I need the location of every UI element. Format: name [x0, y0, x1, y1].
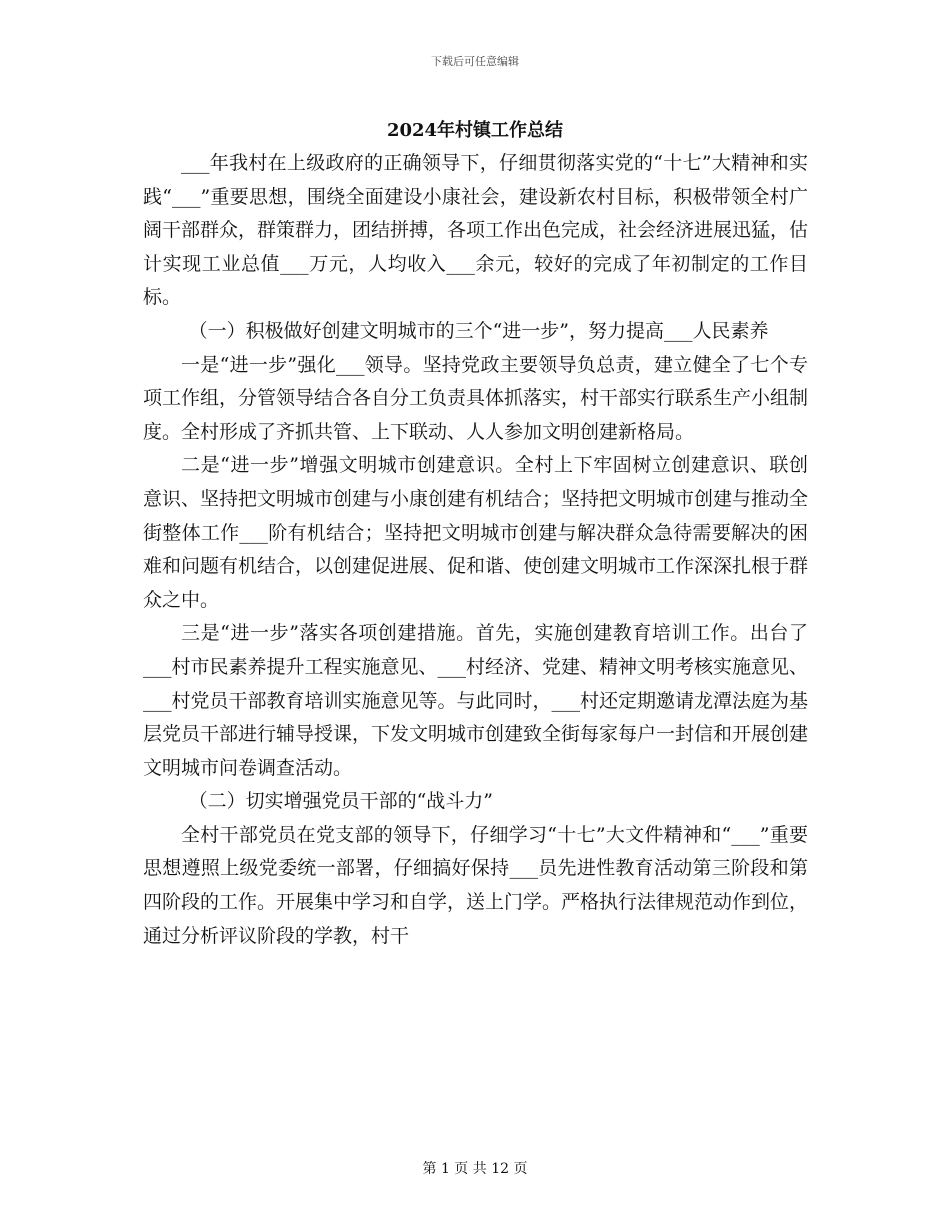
paragraph-point-1: 一是“进一步”强化___领导。坚持党政主要领导负总责，建立健全了七个专项工作组，分管领导结合各自分工负责具体抓落实，村干部实行联系生产小组制度。全村形成了齐抓共管、上下联动、人人参加文明创建新格局。 [143, 353, 809, 443]
paragraph-section-2: 全村干部党员在党支部的领导下，仔细学习“十七”大文件精神和“___”重要思想遵照上级党委统一部署，仔细搞好保持___员先进性教育活动第三阶段和第四阶段的工作。开展集中学习和自学，送上门学。严格执行法律规范动作到位，通过分析评议阶段的学教，村干 [143, 823, 809, 947]
section-heading-2: （二）切实增强党员干部的“战斗力” [188, 790, 494, 813]
header-note: 下载后可任意编辑 [431, 55, 519, 68]
document-body [143, 147, 808, 953]
page-number: 第 1 页 共 12 页 [422, 1161, 528, 1177]
paragraph-point-2: 二是“进一步”增强文明城市创建意识。全村上下牢固树立创建意识、联创意识、坚持把文明城市创建与小康创建有机结合；坚持把文明城市创建与推动全街整体工作___阶有机结合；坚持把文明城市创建与解决群众急待需要解决的困难和问题有机结合，以创建促进展、促和谐、使创建文明城市工作深深扎根于群众之中。 [143, 454, 809, 611]
section-heading-1: （一）积极做好创建文明城市的三个“进一步”，努力提高___人民素养 [188, 319, 769, 342]
document-title: 2024年村镇工作总结 [386, 120, 564, 141]
paragraph-point-3: 三是“进一步”落实各项创建措施。首先，实施创建教育培训工作。出台了___村市民素养提升工程实施意见、___村经济、党建、精神文明考核实施意见、___村党员干部教育培训实施意见等。与此同时，___村还定期邀请龙潭法庭为基层党员干部进行辅导授课，下发文明城市创建致全街每家每户一封信和开展创建文明城市问卷调查活动。 [143, 622, 809, 779]
paragraph-intro: ___年我村在上级政府的正确领导下，仔细贯彻落实党的“十七”大精神和实践“___”重要思想，围绕全面建设小康社会，建设新农村目标，积极带领全村广阔干部群众，群策群力，团结拼搏，各项工作出色完成，社会经济进展迅猛，估计实现工业总值___万元，人均收入___余元，较好的完成了年初制定的工作目标。 [143, 152, 809, 309]
